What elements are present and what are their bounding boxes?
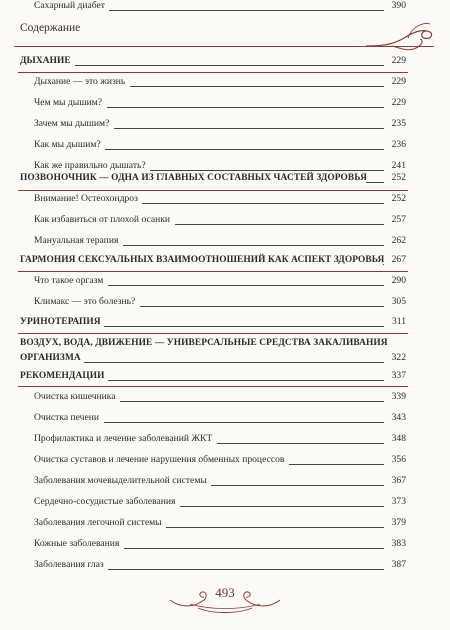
toc-subsection-entry [0, 118, 450, 132]
dot-leader [211, 485, 384, 486]
toc-page-number: 373 [391, 496, 406, 507]
toc-entry-title: Очистка кишечника [34, 391, 116, 402]
toc-page-number: 348 [391, 433, 406, 444]
toc-page-number: 229 [391, 55, 406, 66]
toc-entry-title: УРИНОТЕРАПИЯ [20, 317, 101, 327]
toc-section-entry [0, 370, 450, 384]
toc-page-number: 339 [391, 391, 406, 402]
toc-subsection-entry [0, 76, 450, 90]
dot-leader [142, 203, 384, 204]
toc-subsection-entry [0, 475, 450, 489]
dot-leader [109, 10, 384, 11]
toc-subsection-entry [0, 296, 450, 310]
toc-entry-title: Кожные заболевания [34, 538, 120, 549]
dot-leader [166, 527, 384, 528]
toc-entry-title: РЕКОМЕНДАЦИИ [20, 371, 105, 381]
dot-leader [289, 464, 384, 465]
dot-leader [108, 380, 384, 381]
toc-subsection-entry [0, 412, 450, 426]
toc-entry-title: ОРГАНИЗМА [20, 353, 81, 363]
dot-leader [130, 86, 384, 87]
dot-leader [107, 107, 384, 108]
dot-leader [383, 264, 384, 265]
toc-page-number: 262 [391, 235, 406, 246]
toc-page-number: 387 [391, 559, 406, 570]
toc-page-number: 257 [391, 214, 406, 225]
toc-subsection-entry [0, 454, 450, 468]
toc-subsection-entry [0, 433, 450, 447]
toc-page-number: 235 [391, 118, 406, 129]
toc-subsection-entry [0, 275, 450, 289]
toc-entry-title: Заболевания мочевыделительной системы [34, 475, 207, 486]
toc-section-entry [0, 55, 450, 69]
toc-subsection-entry [0, 517, 450, 531]
toc-entry-title: Сахарный диабет [34, 0, 105, 11]
toc-entry-title: Очистка печени [34, 412, 100, 423]
toc-page-number: 379 [391, 517, 406, 528]
toc-entry-title: Как избавиться от плохой осанки [34, 214, 171, 225]
toc-entry-title: ВОЗДУХ, ВОДА, ДВИЖЕНИЕ — УНИВЕРСАЛЬНЫЕ СРЕДСТВА ЗАКАЛИВАНИЯ [20, 338, 388, 348]
dot-leader [75, 65, 384, 66]
dot-leader [140, 306, 384, 307]
toc-subsection-entry [0, 538, 450, 552]
section-divider [18, 386, 408, 387]
toc-entry-title: Дыхание — это жизнь [34, 76, 126, 87]
toc-page-number: 356 [391, 454, 406, 465]
dot-leader [104, 326, 384, 327]
dot-leader [217, 443, 384, 444]
section-divider [18, 190, 408, 191]
toc-page-number: 305 [391, 296, 406, 307]
toc-entry-title: Что такое оргазм [34, 275, 104, 286]
page-number: 493 [215, 585, 235, 600]
toc-entry-title: Заболевания легочной системы [34, 517, 162, 528]
toc-page-number: 229 [391, 97, 406, 108]
dot-leader [84, 362, 384, 363]
dot-leader [150, 170, 384, 171]
toc-page-number: 390 [391, 0, 406, 11]
toc-page-number: 241 [391, 160, 406, 171]
toc-entry-title: Как же правильно дышать? [34, 160, 146, 171]
toc-subsection-entry [0, 97, 450, 111]
toc-page-number: 343 [391, 412, 406, 423]
toc-page-number: 267 [391, 254, 406, 265]
dot-leader [108, 569, 384, 570]
toc-page-number: 229 [391, 76, 406, 87]
dot-leader [180, 506, 384, 507]
dot-leader [108, 285, 384, 286]
toc-entry-title: Профилактика и лечение заболеваний ЖКТ [34, 433, 213, 444]
toc-subsection-entry [0, 193, 450, 207]
dot-leader [114, 128, 384, 129]
toc-entry-title: Заболевания глаз [34, 559, 104, 570]
toc-subsection-entry [0, 496, 450, 510]
toc-subsection-entry [0, 214, 450, 228]
dot-leader [105, 149, 384, 150]
toc-entry-title: Климакс — это болезнь? [34, 296, 136, 307]
toc-entry-title: Мануальная терапия [34, 235, 119, 246]
dot-leader [175, 224, 384, 225]
toc-page-number: 252 [391, 172, 406, 183]
toc-entry-title: Очистка суставов и лечение нарушения обменных процессов [34, 454, 285, 465]
toc-section-entry [0, 337, 450, 365]
toc-entry-title: Зачем мы дышим? [34, 118, 110, 129]
toc-section-entry [0, 316, 450, 330]
header-title: Содержание [20, 22, 81, 34]
toc-page-number: 337 [391, 370, 406, 381]
toc-entry-title: ГАРМОНИЯ СЕКСУАЛЬНЫХ ВЗАИМООТНОШЕНИЙ КАК АСПЕКТ ЗДОРОВЬЯ [20, 255, 385, 265]
dot-leader [124, 548, 384, 549]
section-divider [18, 271, 408, 272]
toc-page-number: 322 [391, 352, 406, 363]
toc-entry-title: Внимание! Остеохондроз [34, 193, 138, 204]
dot-leader [120, 401, 384, 402]
toc-subsection-entry [0, 0, 450, 14]
toc-section-entry [0, 254, 450, 268]
dot-leader [104, 422, 384, 423]
dot-leader [366, 182, 384, 183]
toc-entry-title: Чем мы дышим? [34, 97, 103, 108]
toc-subsection-entry [0, 235, 450, 249]
toc-page-number: 236 [391, 139, 406, 150]
toc-section-entry [0, 172, 450, 186]
toc-entry-title: Сердечно-сосудистые заболевания [34, 496, 176, 507]
toc-subsection-entry [0, 391, 450, 405]
toc-subsection-entry [0, 139, 450, 153]
toc-page-number: 311 [391, 316, 406, 327]
toc-page-number: 252 [391, 193, 406, 204]
toc-page-number: 367 [391, 475, 406, 486]
toc-entry-title: ДЫХАНИЕ [20, 56, 71, 66]
dot-leader [123, 245, 384, 246]
toc-subsection-entry [0, 559, 450, 573]
toc-entry-title: ПОЗВОНОЧНИК — ОДНА ИЗ ГЛАВНЫХ СОСТАВНЫХ ЧАСТЕЙ ЗДОРОВЬЯ [20, 173, 367, 183]
section-divider [18, 72, 408, 73]
toc-page-number: 383 [391, 538, 406, 549]
toc-entry-title: Как мы дышим? [34, 139, 101, 150]
section-divider [18, 333, 408, 334]
toc-page-number: 290 [391, 275, 406, 286]
